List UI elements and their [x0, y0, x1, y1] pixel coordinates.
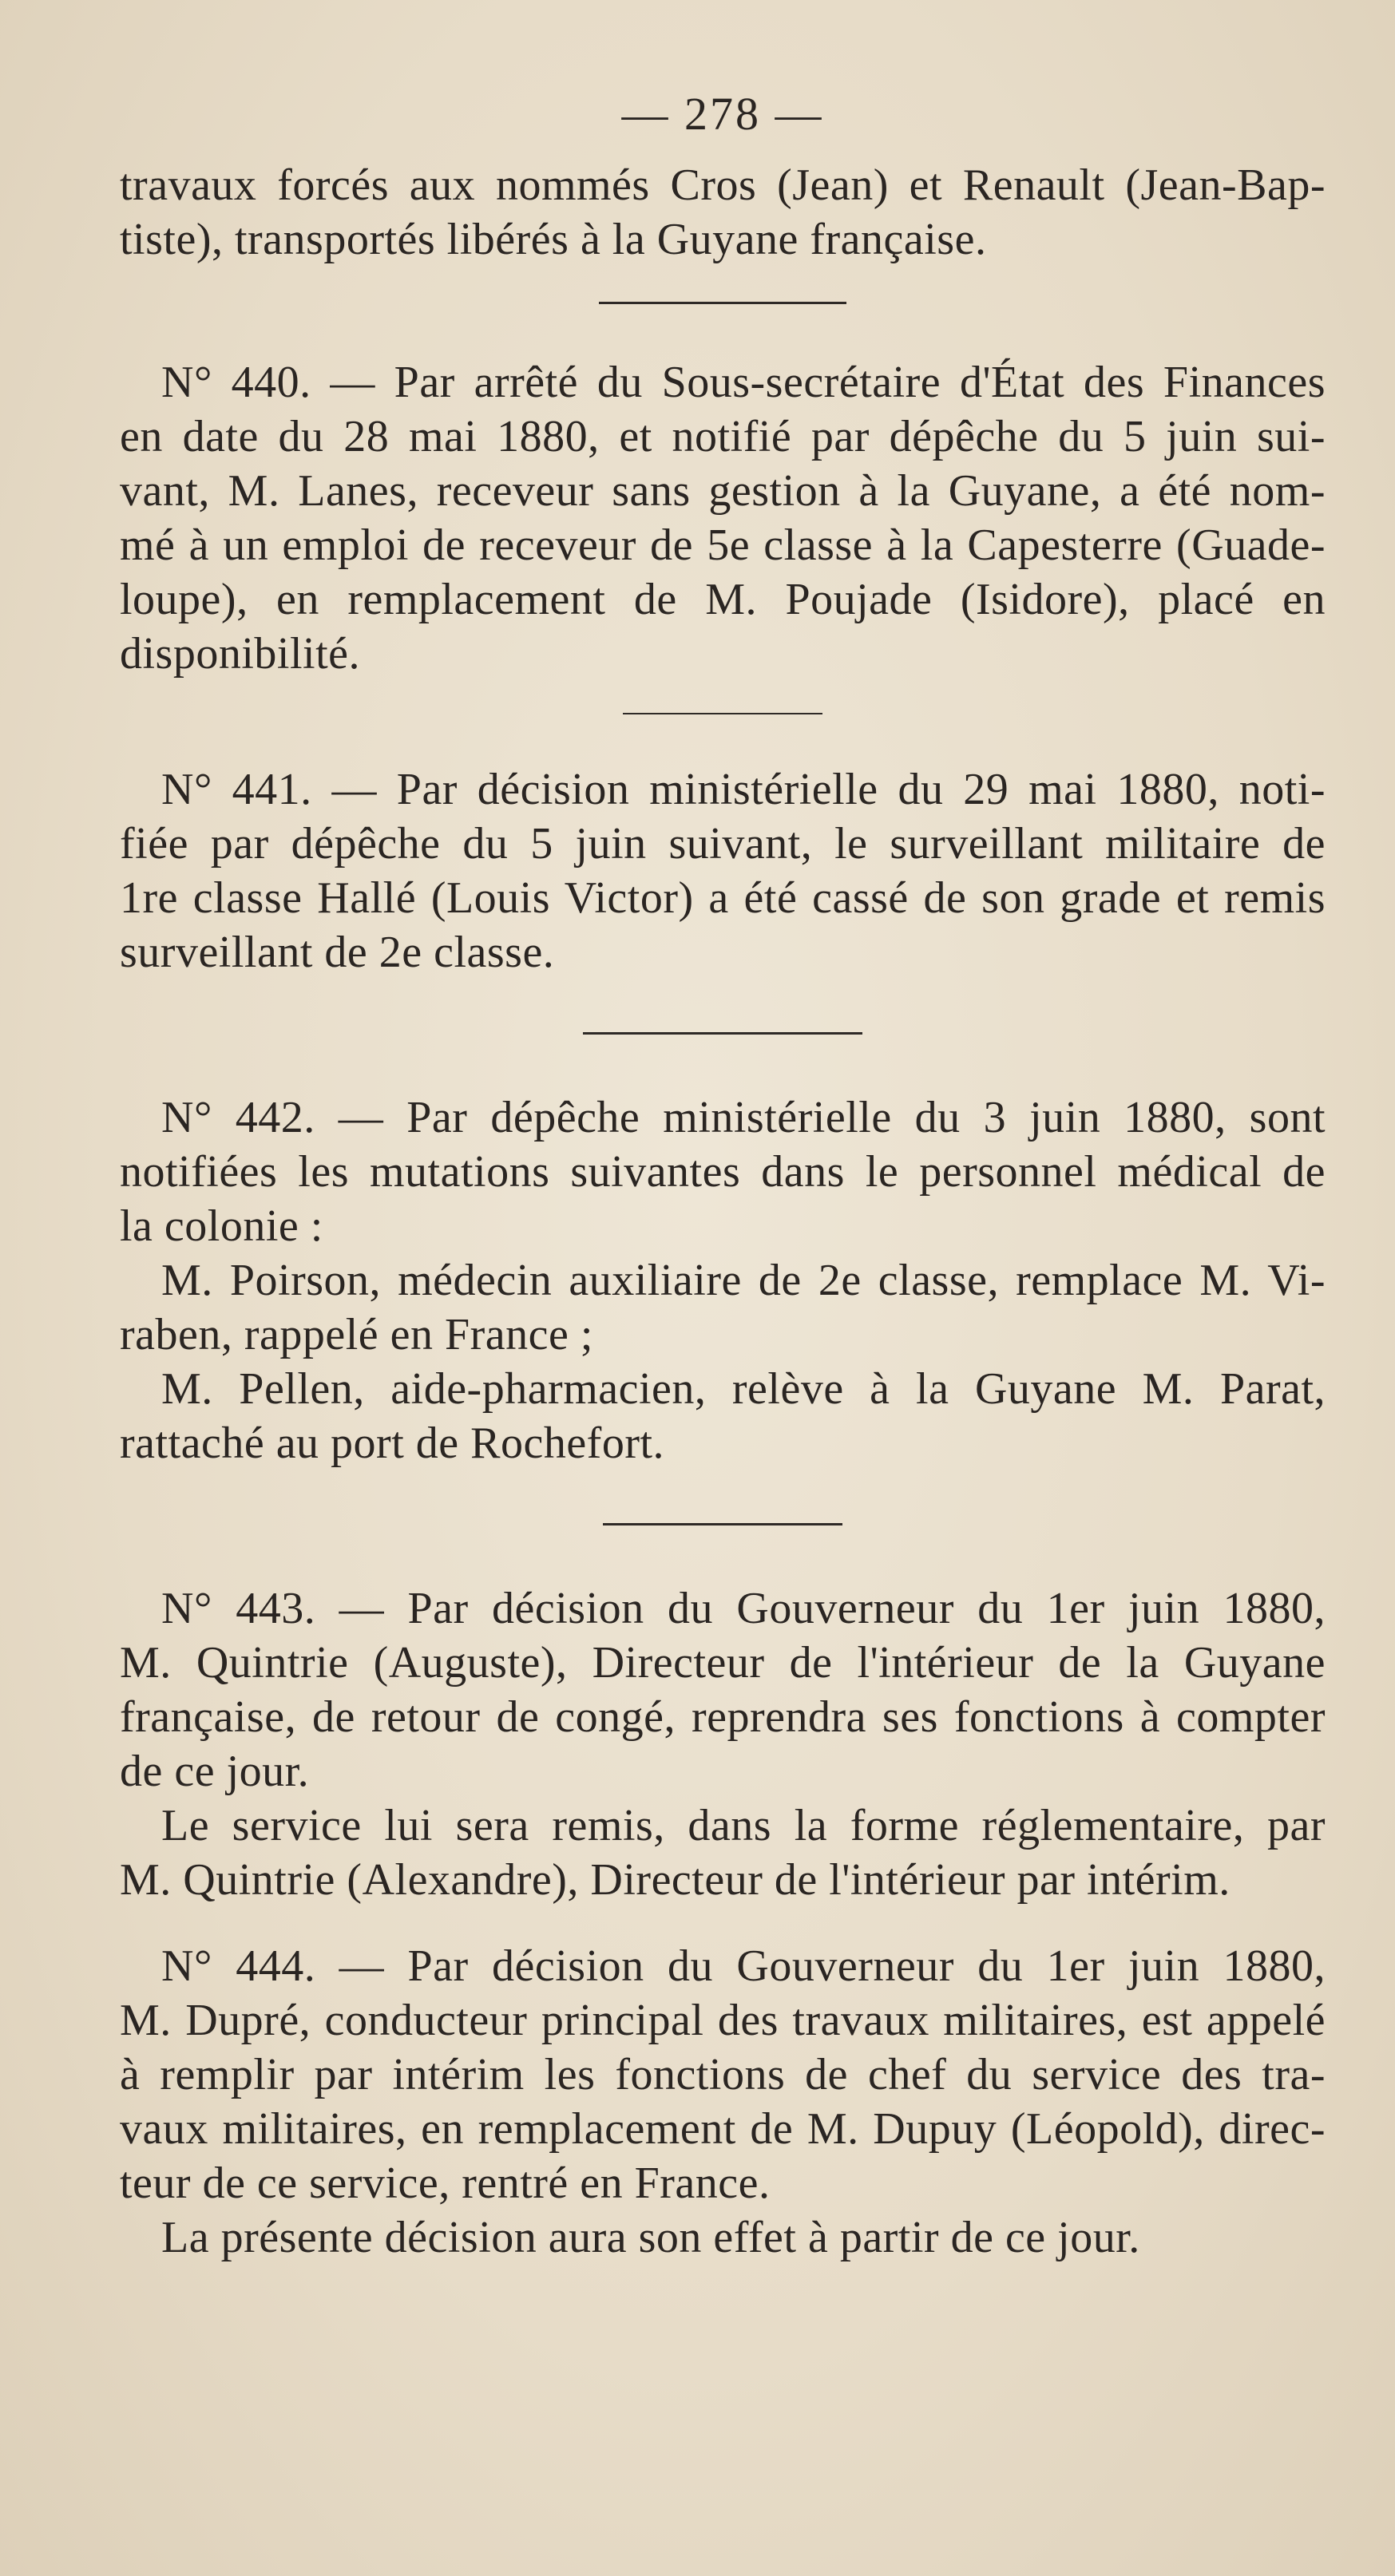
decree-442 [120, 1090, 1326, 1470]
text-line: 1re classe Hallé (Louis Victor) a été cassé de son grade et remis [120, 873, 1326, 923]
intro-paragraph [120, 158, 1326, 267]
document-page [120, 88, 1326, 2265]
text-line: N° 441. — Par décision ministérielle du 29 mai 1880, noti- [161, 765, 1326, 814]
decree-443 [120, 1581, 1326, 1907]
page-number: — 278 — [621, 88, 824, 140]
text-line: en date du 28 mai 1880, et notifié par dépêche du 5 juin sui- [120, 412, 1326, 461]
text-line: tiste), transportés libérés à la Guyane française. [120, 215, 987, 264]
text-line: M. Quintrie (Alexandre), Directeur de l'intérieur par intérim. [120, 1855, 1231, 1905]
text-line: française, de retour de congé, reprendra ses fonctions à compter [120, 1692, 1326, 1742]
text-line: rattaché au port de Rochefort. [120, 1419, 665, 1468]
text-line: raben, rappelé en France ; [120, 1310, 593, 1359]
text-line: M. Dupré, conducteur principal des travaux militaires, est appelé [120, 1996, 1326, 2045]
text-line: vant, M. Lanes, receveur sans gestion à la Guyane, a été nom- [120, 466, 1326, 516]
text-line: de ce jour. [120, 1747, 310, 1796]
section-divider [599, 302, 846, 304]
text-line: Le service lui sera remis, dans la forme réglementaire, par [161, 1801, 1326, 1850]
decree-441 [120, 762, 1326, 979]
section-divider [623, 713, 822, 714]
text-line: M. Poirson, médecin auxiliaire de 2e classe, remplace M. Vi- [161, 1256, 1326, 1305]
text-line: mé à un emploi de receveur de 5e classe à la Capesterre (Guade- [120, 520, 1326, 570]
text-line: N° 442. — Par dépêche ministérielle du 3 juin 1880, sont [161, 1093, 1326, 1142]
text-line: N° 443. — Par décision du Gouverneur du 1er juin 1880, [161, 1584, 1326, 1633]
text-line: M. Pellen, aide-pharmacien, relève à la Guyane M. Parat, [161, 1364, 1326, 1414]
paragraph-gap [120, 1907, 1326, 1939]
text-line: fiée par dépêche du 5 juin suivant, le surveillant militaire de [120, 819, 1326, 869]
section-divider [603, 1523, 842, 1525]
text-line: vaux militaires, en remplacement de M. Dupuy (Léopold), direc- [120, 2104, 1326, 2154]
section-divider [583, 1032, 862, 1035]
text-line: à remplir par intérim les fonctions de chef du service des tra- [120, 2050, 1326, 2099]
decree-440 [120, 355, 1326, 681]
text-line: travaux forcés aux nommés Cros (Jean) et Renault (Jean-Bap- [120, 160, 1326, 210]
text-line: teur de ce service, rentré en France. [120, 2159, 771, 2208]
text-line: N° 440. — Par arrêté du Sous-secrétaire d'État des Finances [161, 358, 1326, 407]
text-line: disponibilité. [120, 629, 360, 679]
text-line: notifiées les mutations suivantes dans le personnel médical de [120, 1147, 1326, 1197]
text-line: la colonie : [120, 1201, 323, 1251]
text-line: surveillant de 2e classe. [120, 928, 555, 977]
text-line: M. Quintrie (Auguste), Directeur de l'intérieur de la Guyane [120, 1638, 1326, 1688]
text-line: La présente décision aura son effet à partir de ce jour. [161, 2213, 1140, 2262]
text-line: loupe), en remplacement de M. Poujade (Isidore), placé en [120, 575, 1326, 624]
decree-444 [120, 1939, 1326, 2265]
text-line: N° 444. — Par décision du Gouverneur du 1er juin 1880, [161, 1941, 1326, 1991]
